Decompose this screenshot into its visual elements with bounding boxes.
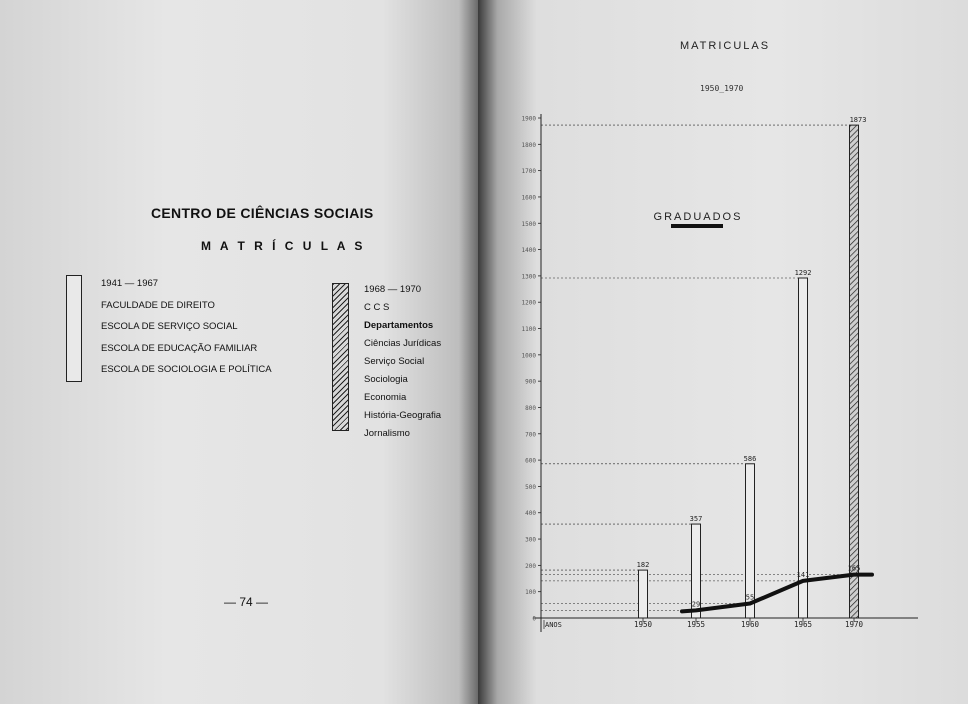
y-tick-label: 800 bbox=[525, 404, 536, 412]
y-tick-label: 400 bbox=[525, 510, 536, 518]
legend-open-item: ESCOLA DE SERVIÇO SOCIAL bbox=[101, 321, 238, 332]
legend-open-period: 1941 — 1967 bbox=[101, 278, 159, 289]
graduados-data-label: 165 bbox=[847, 564, 861, 573]
chart-subtitle: 1950_1970 bbox=[700, 84, 744, 93]
y-tick-label: 1900 bbox=[521, 115, 536, 123]
chart-title: MATRICULAS bbox=[680, 40, 771, 52]
y-tick-label: 100 bbox=[525, 589, 536, 597]
y-tick-label: 1800 bbox=[521, 141, 536, 149]
graduados-data-label: 29 bbox=[691, 600, 701, 609]
enrollment-chart bbox=[478, 0, 968, 704]
page-number: — 74 — bbox=[224, 595, 269, 609]
legend-hatched-period: 1968 — 1970 bbox=[364, 284, 422, 295]
matriculas-data-label: 182 bbox=[636, 561, 650, 570]
x-tick-label: 1970 bbox=[844, 620, 864, 629]
y-tick-label: 1300 bbox=[521, 273, 536, 281]
legend-hatched-org: C C S bbox=[364, 302, 390, 313]
page-title: CENTRO DE CIÊNCIAS SOCIAIS bbox=[151, 205, 374, 221]
y-tick-label: 1500 bbox=[521, 220, 536, 228]
graduados-annotation: GRADUADOS bbox=[653, 211, 743, 223]
y-tick-label: 1700 bbox=[521, 168, 536, 176]
y-tick-label: 1400 bbox=[521, 247, 536, 255]
right-page bbox=[478, 0, 968, 704]
matriculas-data-label: 1292 bbox=[794, 269, 812, 277]
y-tick-label: 500 bbox=[525, 483, 536, 491]
legend-open-item: ESCOLA DE EDUCAÇÃO FAMILIAR bbox=[101, 342, 258, 354]
x-tick-label: 1950 bbox=[633, 620, 653, 629]
matriculas-bar bbox=[847, 125, 861, 618]
legend-hatched-swatch bbox=[332, 283, 349, 431]
legend-open-item: FACULDADE DE DIREITO bbox=[101, 299, 215, 311]
matriculas-bar bbox=[796, 278, 810, 618]
legend-hatched-item: Sociologia bbox=[364, 374, 408, 385]
y-tick-label: 600 bbox=[525, 457, 536, 465]
y-tick-label: 1600 bbox=[521, 194, 536, 202]
matriculas-data-label: 1873 bbox=[849, 116, 867, 125]
legend-hatched-item: Ciências Jurídicas bbox=[364, 338, 442, 349]
legend-open-swatch bbox=[66, 275, 82, 382]
x-tick-label: 1955 bbox=[686, 620, 706, 629]
y-tick-label: 0 bbox=[532, 615, 536, 623]
y-tick-label: 300 bbox=[525, 536, 536, 544]
legend-open-list bbox=[101, 273, 272, 381]
y-tick-label: 200 bbox=[525, 562, 536, 570]
legend-hatched-heading: Departamentos bbox=[364, 320, 434, 331]
graduados-annotation-bar bbox=[671, 224, 723, 228]
x-axis-label: ANOS bbox=[545, 621, 562, 629]
y-tick-label: 700 bbox=[525, 431, 536, 439]
matriculas-data-label: 586 bbox=[743, 454, 757, 463]
legend-hatched-item: Economia bbox=[364, 392, 407, 403]
legend-hatched-item: Serviço Social bbox=[364, 356, 425, 367]
page-subtitle: M A T R Í C U L A S bbox=[201, 239, 366, 253]
y-tick-label: 1000 bbox=[521, 352, 536, 360]
x-tick-label: 1965 bbox=[793, 620, 813, 629]
y-tick-label: 900 bbox=[525, 378, 536, 386]
legend-hatched-list bbox=[364, 281, 441, 443]
graduados-data-label: 141 bbox=[796, 570, 810, 579]
legend-hatched-item: Jornalismo bbox=[364, 428, 410, 439]
matriculas-bar bbox=[639, 570, 648, 618]
y-tick-label: 1100 bbox=[521, 326, 536, 334]
x-tick-label: 1960 bbox=[740, 620, 760, 629]
matriculas-data-label: 357 bbox=[689, 515, 703, 524]
legend-hatched-item: História-Geografia bbox=[364, 410, 442, 421]
left-page bbox=[0, 0, 478, 704]
graduados-data-label: 55 bbox=[745, 593, 755, 602]
legend-open-item: ESCOLA DE SOCIOLOGIA E POLÍTICA bbox=[101, 364, 272, 375]
y-tick-label: 1200 bbox=[521, 299, 536, 307]
graduados-line bbox=[682, 575, 872, 612]
